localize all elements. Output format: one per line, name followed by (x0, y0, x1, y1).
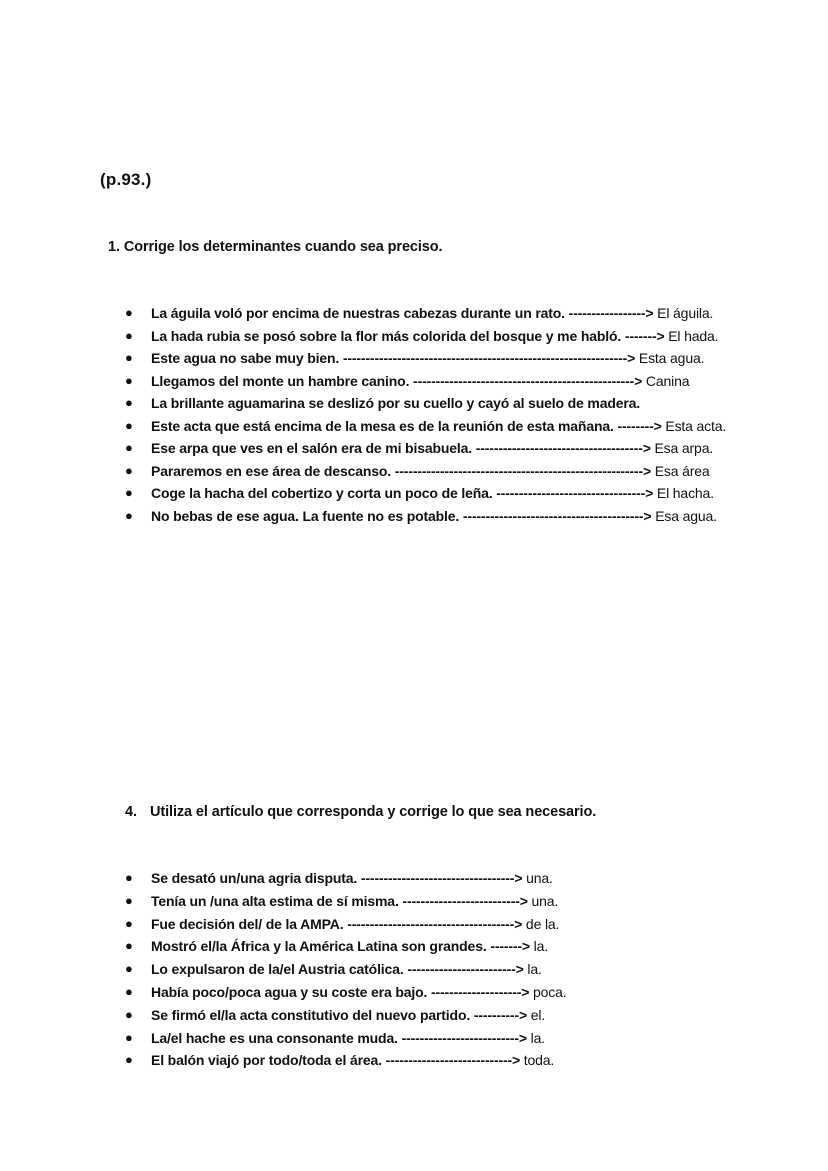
item-arrow: --------> (613, 417, 662, 434)
bullet-icon: ● (125, 417, 133, 433)
list-item (125, 415, 735, 438)
list-item (125, 482, 735, 505)
item-sentence: Se firmó el/la acta constitutivo del nuevo partido. (151, 1006, 471, 1023)
item-answer: Esa área (650, 462, 710, 479)
item-arrow: ----------------------------> (381, 1052, 521, 1069)
list-item (125, 302, 735, 325)
list-item (125, 890, 735, 913)
bullet-icon: ● (125, 961, 133, 977)
bullet-icon: ● (125, 1006, 133, 1022)
bullet-icon: ● (125, 350, 133, 365)
bullet-icon: ● (125, 1052, 133, 1068)
list-item (125, 437, 735, 460)
item-answer: El águila. (653, 305, 714, 321)
item-arrow: ----------> (470, 1006, 527, 1023)
list-item (125, 1027, 735, 1050)
item-answer: El hacha. (653, 485, 714, 501)
item-sentence: Lo expulsaron de la/el Austria católica. (151, 961, 404, 978)
list-item (125, 958, 735, 981)
bullet-icon: ● (125, 892, 133, 908)
item-sentence: La águila voló por encima de nuestras cabezas durante un rato. (151, 305, 565, 321)
item-sentence: La hada rubia se posó sobre la flor más colorida del bosque y me habló. (151, 327, 622, 344)
item-arrow: -----------------> (564, 305, 654, 321)
item-sentence: Mostró el/la África y la América Latina son grandes. (151, 938, 487, 955)
item-sentence: La/el hache es una consonante muda. (151, 1029, 398, 1046)
item-answer: el. (526, 1006, 546, 1023)
list-item (125, 913, 735, 936)
item-arrow: -------------------------------------------------> (409, 372, 643, 389)
bullet-icon: ● (125, 507, 133, 523)
item-answer: toda. (520, 1052, 555, 1069)
item-arrow: ---------------------------------> (492, 485, 654, 501)
list-item (125, 370, 735, 393)
list-item (125, 460, 735, 483)
item-answer: Esa arpa. (650, 440, 714, 456)
item-answer: Canina (642, 372, 690, 389)
item-sentence: Ese arpa que ves en el salón era de mi bisabuela. (151, 440, 473, 456)
bullet-icon: ● (125, 440, 133, 455)
item-arrow: --------------------> (427, 983, 530, 1000)
item-answer: de la. (522, 915, 560, 932)
exercise-1-list (125, 302, 735, 527)
item-answer: la. (526, 1029, 545, 1046)
bullet-icon: ● (125, 327, 133, 343)
item-answer: Esa agua. (651, 507, 717, 524)
bullet-icon: ● (125, 395, 133, 410)
item-sentence: Había poco/poca agua y su coste era bajo. (151, 983, 428, 1000)
list-item (125, 325, 735, 348)
list-item (125, 981, 735, 1004)
item-answer: El hada. (664, 327, 719, 344)
item-arrow: -------> (486, 938, 530, 955)
exercise-4-number: 4. (125, 804, 137, 820)
item-arrow: --------------------------> (397, 1029, 527, 1046)
bullet-icon: ● (125, 1029, 133, 1045)
item-sentence: No bebas de ese agua. La fuente no es potable. (151, 507, 460, 524)
item-answer: la. (529, 938, 549, 955)
item-arrow: ------------------------> (403, 961, 524, 978)
list-item (125, 867, 735, 890)
item-answer: la. (523, 961, 542, 978)
item-arrow: ---------------------------------------------------------------> (339, 350, 636, 366)
bullet-icon: ● (125, 915, 133, 931)
item-arrow: -------------------------------------> (472, 440, 651, 456)
item-arrow: -------> (621, 327, 665, 344)
list-item (125, 392, 735, 415)
item-arrow: --------------------------> (398, 892, 528, 909)
list-item (125, 935, 735, 958)
bullet-icon: ● (125, 870, 133, 885)
bullet-icon: ● (125, 938, 133, 954)
exercise-4-heading (125, 804, 596, 820)
bullet-icon: ● (125, 462, 133, 478)
item-answer: poca. (529, 983, 567, 1000)
item-sentence: Este agua no sabe muy bien. (151, 350, 340, 366)
item-sentence: Pararemos en ese área de descanso. (151, 462, 392, 479)
item-sentence: Este acta que está encima de la mesa es de la reunión de esta mañana. (151, 417, 614, 434)
item-arrow: ----------------------------------------> (459, 507, 652, 524)
item-arrow: -------------------------------------> (343, 915, 523, 932)
exercise-4-list (125, 867, 735, 1072)
item-answer: Esta agua. (635, 350, 705, 366)
item-sentence: El balón viajó por todo/toda el área. (151, 1052, 382, 1069)
item-sentence: Tenía un /una alta estima de sí misma. (151, 892, 399, 909)
list-item (125, 347, 735, 370)
item-sentence: Se desató un/una agria disputa. (151, 870, 358, 886)
item-answer: Esta acta. (661, 417, 727, 434)
item-answer: una. (522, 870, 553, 886)
item-sentence: Coge la hacha del cobertizo y corta un poco de leña. (151, 485, 493, 501)
item-arrow: ----------------------------------> (357, 870, 523, 886)
exercise-1-heading: 1. Corrige los determinantes cuando sea preciso. (108, 239, 443, 255)
bullet-icon: ● (125, 305, 133, 320)
item-sentence: La brillante aguamarina se deslizó por su cuello y cayó al suelo de madera. (151, 395, 641, 411)
item-sentence: Llegamos del monte un hambre canino. (151, 372, 410, 389)
bullet-icon: ● (125, 485, 133, 500)
bullet-icon: ● (125, 983, 133, 999)
page-reference: (p.93.) (100, 170, 152, 189)
item-arrow: -------------------------------------------------------> (391, 462, 651, 479)
item-answer: una. (527, 892, 559, 909)
list-item (125, 1049, 735, 1072)
exercise-4-title: Utiliza el artículo que corresponda y corrige lo que sea necesario. (150, 804, 597, 820)
list-item (125, 1004, 735, 1027)
list-item (125, 505, 735, 528)
bullet-icon: ● (125, 372, 133, 388)
item-sentence: Fue decisión del/ de la AMPA. (151, 915, 344, 932)
